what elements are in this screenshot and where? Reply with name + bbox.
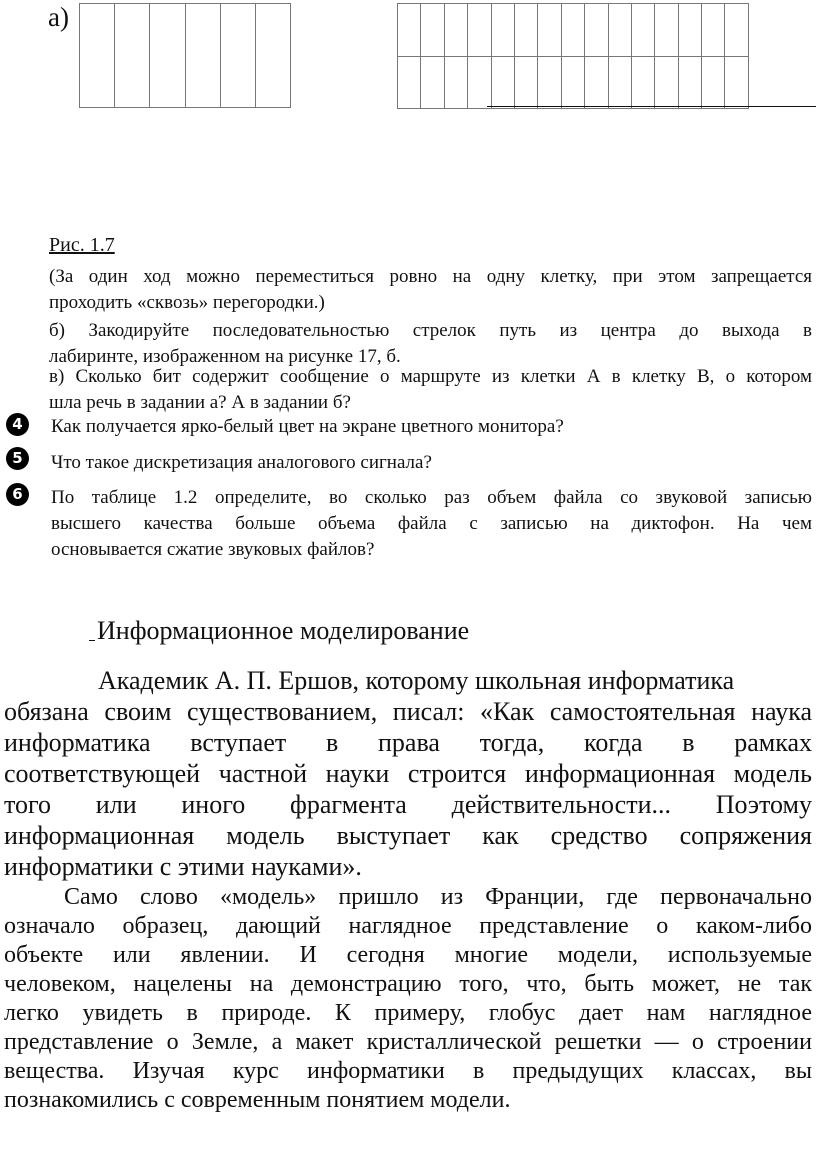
question-4 bbox=[51, 414, 812, 440]
exercise-part-c bbox=[49, 364, 812, 416]
grid-cell bbox=[702, 4, 725, 57]
grid-cell bbox=[655, 4, 678, 57]
text-line: означало образец, дающий наглядное представление о каком-либо bbox=[4, 913, 812, 939]
text-line: информатики с этими науками». bbox=[4, 852, 362, 881]
grid-cell bbox=[631, 4, 654, 57]
text-line: проходить «сквозь» перегородки.) bbox=[49, 292, 325, 313]
text-line: Академик А. П. Ершов, которому школьная информатика bbox=[98, 666, 735, 695]
paragraph-1 bbox=[4, 665, 812, 882]
grid-cell bbox=[725, 4, 748, 57]
grid-cell bbox=[468, 4, 491, 57]
text-line: легко увидеть в природе. К примеру, глобус дает нам наглядное bbox=[4, 1000, 812, 1026]
maze-grid-b bbox=[397, 3, 749, 109]
paragraph-2 bbox=[4, 883, 812, 1115]
grid-cell bbox=[725, 56, 748, 109]
grid-cell bbox=[608, 4, 631, 57]
text-line: б) Закодируйте последовательностью стрелок путь из центра до выхода в bbox=[49, 320, 812, 341]
exercise-part-b bbox=[49, 318, 812, 370]
grid-cell bbox=[115, 4, 150, 108]
exercise-note bbox=[49, 264, 812, 316]
grid-cell bbox=[678, 56, 701, 109]
text-line: человеком, нацелены на демонстрацию того, что, быть может, не так bbox=[4, 971, 812, 997]
grid-cell bbox=[421, 56, 444, 109]
text-line: познакомились с современным понятием модели. bbox=[4, 1087, 511, 1113]
grid-cell bbox=[444, 4, 467, 57]
question-6 bbox=[51, 485, 812, 563]
grid-cell bbox=[561, 56, 584, 109]
figure-label-a: а) bbox=[48, 2, 69, 32]
grid-cell bbox=[538, 56, 561, 109]
heading-mark bbox=[89, 640, 95, 641]
grid-cell bbox=[514, 4, 537, 57]
text-line: того или иного фрагмента действительности... Поэтому bbox=[4, 790, 812, 819]
text-line: шла речь в задании а? А в задании б? bbox=[49, 392, 351, 413]
grid-cell bbox=[468, 56, 491, 109]
grid-cell bbox=[585, 56, 608, 109]
grid-cell bbox=[491, 56, 514, 109]
grid-cell bbox=[421, 4, 444, 57]
question-5 bbox=[51, 450, 812, 476]
grid-cell bbox=[585, 4, 608, 57]
grid-cell bbox=[444, 56, 467, 109]
grid-cell bbox=[538, 4, 561, 57]
text-line: в) Сколько бит содержит сообщение о маршруте из клетки А в клетку В, о котором bbox=[49, 366, 812, 387]
question-number-badge: 6 bbox=[6, 483, 29, 506]
grid-cell bbox=[398, 56, 421, 109]
grid-cell bbox=[255, 4, 290, 108]
text-line: соответствующей частной науки строится информационная модель bbox=[4, 759, 812, 788]
text-line: вещества. Изучая курс информатики в предыдущих классах, вы bbox=[4, 1058, 812, 1084]
question-number-badge: 5 bbox=[6, 447, 29, 470]
figure-caption: Рис. 1.7 bbox=[49, 234, 115, 256]
text-line: Само слово «модель» пришло из Франции, где первоначально bbox=[64, 884, 812, 910]
grid-cell bbox=[491, 4, 514, 57]
question-number-badge: 4 bbox=[6, 413, 29, 436]
section-title: Информационное моделирование bbox=[97, 616, 470, 645]
text-line: Как получается ярко-белый цвет на экране цветного монитора? bbox=[51, 416, 564, 437]
grid-cell bbox=[514, 56, 537, 109]
grid-cell bbox=[702, 56, 725, 109]
text-line: объекте или явлении. И сегодня многие модели, используемые bbox=[4, 942, 812, 968]
grid-cell bbox=[608, 56, 631, 109]
text-line: представление о Земле, а макет кристаллической решетки — о строении bbox=[4, 1029, 812, 1055]
text-line: Что такое дискретизация аналогового сигнала? bbox=[51, 452, 432, 473]
grid-cell bbox=[220, 4, 255, 108]
text-line: лабиринте, изображенном на рисунке 17, б. bbox=[49, 346, 401, 367]
grid-cell bbox=[655, 56, 678, 109]
text-line: информационная модель выступает как средство сопряжения bbox=[4, 821, 812, 850]
maze-grid-a bbox=[79, 3, 291, 108]
grid-cell bbox=[185, 4, 220, 108]
text-line: информатика вступает в права тогда, когда в рамках bbox=[4, 728, 812, 757]
grid-cell bbox=[80, 4, 115, 108]
figure-divider-line bbox=[487, 106, 816, 107]
grid-cell bbox=[631, 56, 654, 109]
text-line: основывается сжатие звуковых файлов? bbox=[51, 539, 375, 560]
grid-cell bbox=[678, 4, 701, 57]
grid-cell bbox=[150, 4, 185, 108]
text-line: высшего качества больше объема файла с записью на диктофон. На чем bbox=[51, 513, 812, 534]
grid-cell bbox=[398, 4, 421, 57]
text-line: По таблице 1.2 определите, во сколько раз объем файла со звуковой записью bbox=[51, 487, 812, 508]
text-line: обязана своим существованием, писал: «Как самостоятельная наука bbox=[4, 697, 812, 726]
grid-cell bbox=[561, 4, 584, 57]
text-line: (За один ход можно переместиться ровно на одну клетку, при этом запрещается bbox=[49, 266, 812, 287]
